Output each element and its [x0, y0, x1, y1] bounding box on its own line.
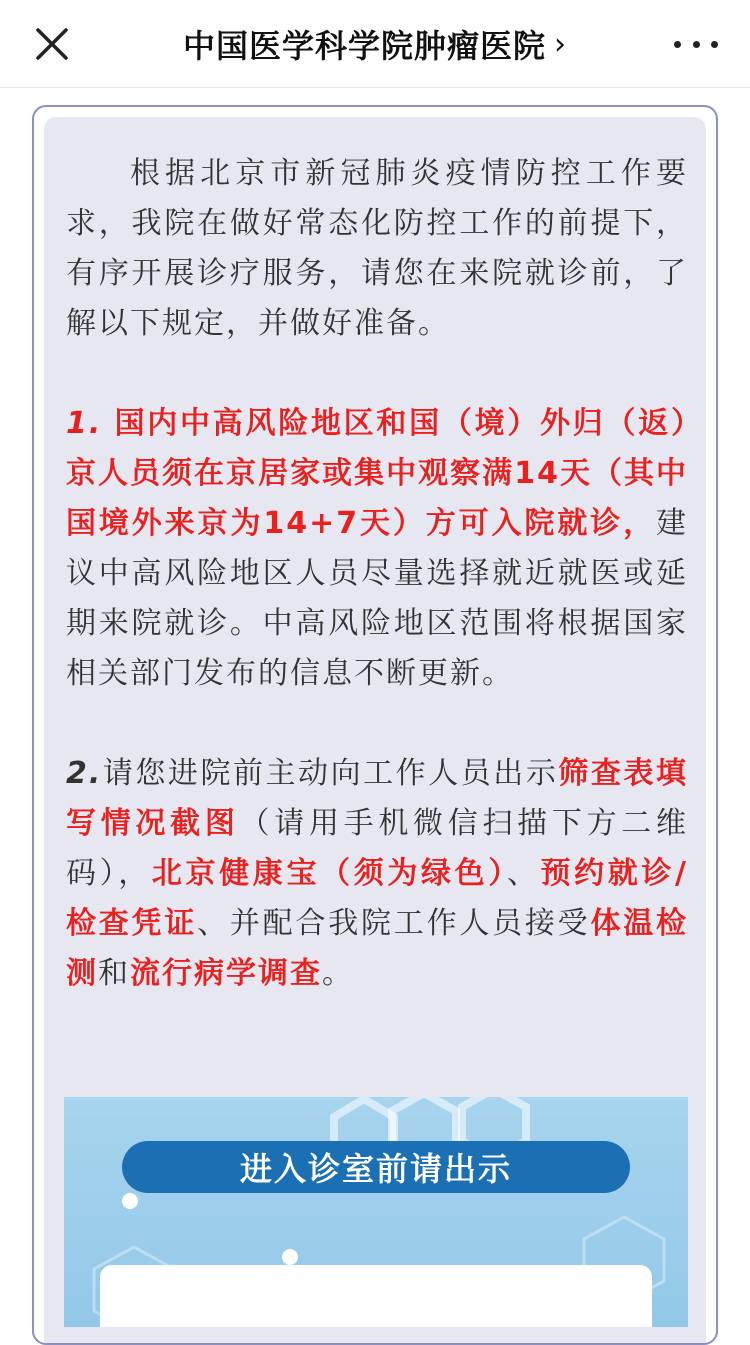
item-1-paragraph: [66, 399, 688, 699]
item-2-text-3: 、: [506, 856, 541, 891]
notice-poster-image: [64, 1097, 688, 1327]
item-2-text-2: （请用手机微信扫描下方二维码），: [66, 806, 689, 891]
item-2-text-6: 。: [322, 956, 354, 991]
chevron-right-icon: ›: [554, 26, 567, 62]
item-2-text-4: 、并配合我院工作人员接受: [197, 906, 591, 941]
close-button[interactable]: [30, 22, 74, 66]
item-1-text: 建议中高风险地区人员尽量选择就近就医或延期来院就诊。中高风险地区范围将根据国家相关部门发布的信息不断更新。: [66, 506, 688, 691]
intro-paragraph: 根据北京市新冠肺炎疫情防控工作要求，我院在做好常态化防控工作的前提下，有序开展诊疗服务，请您在来院就诊前，了解以下规定，并做好准备。: [66, 156, 688, 341]
item-2-highlight-screening: 筛查表填写情况截图: [66, 756, 689, 841]
item-2-highlight-epidemiology: 流行病学调查: [130, 956, 322, 991]
more-icon: [674, 41, 681, 48]
account-title-link[interactable]: [120, 0, 630, 88]
more-options-button[interactable]: [674, 30, 718, 58]
page-title: 中国医学科学院肿瘤医院: [182, 27, 546, 65]
item-2-text-1: 请您进院前主动向工作人员出示: [102, 756, 559, 791]
item-2-highlight-appointment: 预约就诊/检查凭证: [66, 856, 689, 941]
item-2-paragraph: [66, 749, 688, 999]
more-icon-dot: [693, 41, 700, 48]
item-2-highlight-health-code: 北京健康宝（须为绿色）: [151, 856, 507, 891]
notice-card-body: [44, 117, 706, 1343]
close-icon: [30, 22, 74, 66]
poster-banner: 进入诊室前请出示: [122, 1141, 630, 1193]
item-2-number: 2.: [66, 756, 103, 791]
item-2-text-5: 和: [98, 956, 130, 991]
item-1-number: 1.: [66, 406, 103, 441]
notice-content: [66, 149, 688, 999]
top-navigation-bar: [0, 0, 750, 88]
item-1-highlight: 国内中高风险地区和国（境）外归（返）京人员须在京居家或集中观察满14天（其中国境外来京为14+7天）方可入院就诊，: [66, 406, 689, 541]
more-icon-dot: [711, 41, 718, 48]
item-2-highlight-temperature: 体温检测: [66, 906, 689, 991]
notice-card: [32, 105, 718, 1345]
poster-content-box: [100, 1265, 652, 1327]
